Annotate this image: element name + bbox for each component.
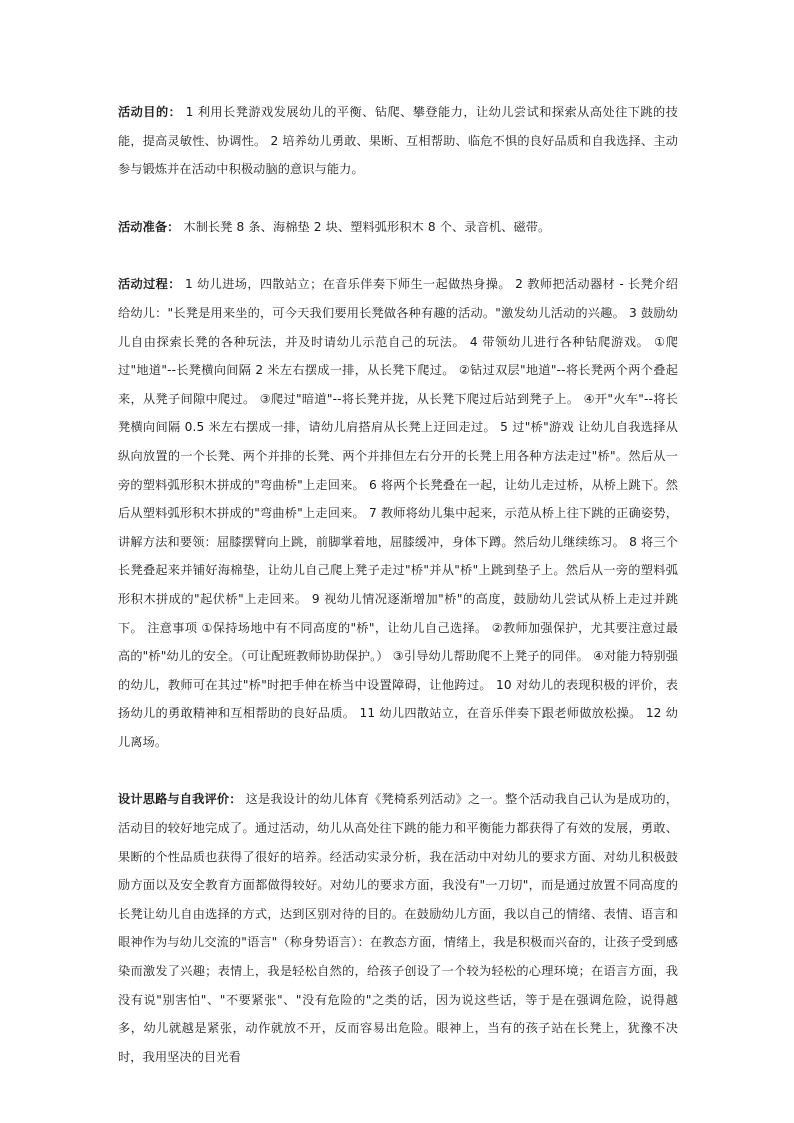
section-text: 1 利用长凳游戏发展幼儿的平衡、钻爬、攀登能力，让幼儿尝试和探索从高处往下跳的技能，提高灵敏性、协调性。 2 培养幼儿勇敢、果断、互相帮助、临危不惧的良好品质和自我选择、主动参与锻炼并在活动中积极动脑的意识与能力。 [118,105,678,177]
section-activity-process [118,270,678,756]
section-label: 活动过程： [118,277,181,292]
section-label: 活动目的： [118,105,182,119]
section-activity-preparation [118,213,678,242]
section-text: 这是我设计的幼儿体育《凳椅系列活动》之一。整个活动我自己认为是成功的，活动目的较好地完成了。通过活动，幼儿从高处往下跳的能力和平衡能力都获得了有效的发展，勇敢、果断的个性品质也获得了很好的培养。经活动实录分析，我在活动中对幼儿的要求方面、对幼儿积极鼓励方面以及安全教育方面都做得较好。对幼儿的要求方面，我没有"一刀切"，而是通过放置不同高度的长凳让幼儿自由选择的方式，达到区别对待的目的。在鼓励幼儿方面，我以自己的情绪、表情、语言和眼神作为与幼儿交流的"语言"（称身势语言）：在教态方面，情绪上，我是积极而兴奋的，让孩子受到感染而激发了兴趣；表情上，我是轻松自然的，给孩子创设了一个较为轻松的心理环境；在语言方面，我没有说"别害怕"、"不要紧张"、"没有危险的"之类的话，因为说这些话，等于是在强调危险，说得越多，幼儿就越是紧张，动作就放不开，反而容易出危险。眼神上，当有的孩子站在长凳上，犹豫不决时，我用坚决的目光看 [118,792,678,1064]
section-label: 设计思路与自我评价： [118,792,242,807]
section-label: 活动准备： [118,219,180,234]
section-text: 1 幼儿进场，四散站立；在音乐伴奏下师生一起做热身操。 2 教师把活动器材 - 长凳介绍给幼儿："长凳是用来坐的，可今天我们要用长凳做各种有趣的活动。"激发幼儿活动的兴趣。 3 鼓励幼儿自由探索长凳的各种玩法，并及时请幼儿示范自己的玩法。 4 带领幼儿进行各种钻爬游戏。 ①爬过"地道"--长凳横向间隔 2 米左右摆成一排，从长凳下爬过。 ②钻过双层"地道"--将长凳两个两个叠起来，从凳子间隙中爬过。 ③爬过"暗道"--将长凳并拢，从长凳下爬过后站到凳子上。 ④开"火车"--将长凳横向间隔 0.5 米左右摆成一排，请幼儿肩搭肩从长凳上迂回走过。 5 过"桥"游戏 让幼儿自我选择从纵向放置的一个长凳、两个并排的长凳、两个并排但左右分开的长凳上用各种方法走过"桥"。然后从一旁的塑料弧形积木拼成的"弯曲桥"上走回来。 6 将两个长凳叠在一起，让幼儿走过桥，从桥上跳下。然后从塑料弧形积木拼成的"弯曲桥"上走回来。 7 教师将幼儿集中起来，示范从桥上往下跳的正确姿势，讲解方法和要领：屈膝摆臂向上跳，前脚掌着地，屈膝缓冲，身体下蹲。然后幼儿继续练习。 8 将三个长凳叠起来并铺好海棉垫，让幼儿自己爬上凳子走过"桥"并从"桥"上跳到垫子上。然后从一旁的塑料弧形积木拼成的"起伏桥"上走回来。 9 视幼儿情况逐渐增加"桥"的高度，鼓励幼儿尝试从桥上走过并跳下。 注意事项 ①保持场地中有不同高度的"桥"，让幼儿自己选择。 ②教师加强保护，尤其要注意过最高的"桥"幼儿的安全。（可让配班教师协助保护。） ③引导幼儿帮助爬不上凳子的同伴。 ④对能力特别强的幼儿，教师可在其过"桥"时把手伸在桥当中设置障碍，让他跨过。 10 对幼儿的表现积极的评价，表扬幼儿的勇敢精神和互相帮助的良好品质。 11 幼儿四散站立，在音乐伴奏下跟老师做放松操。 12 幼儿离场。 [118,277,678,749]
document-body [118,98,678,1071]
section-activity-goals [118,98,678,184]
section-design-evaluation [118,785,678,1071]
section-text: 木制长凳 8 条、海棉垫 2 块、塑料弧形积木 8 个、录音机、磁带。 [183,219,551,234]
